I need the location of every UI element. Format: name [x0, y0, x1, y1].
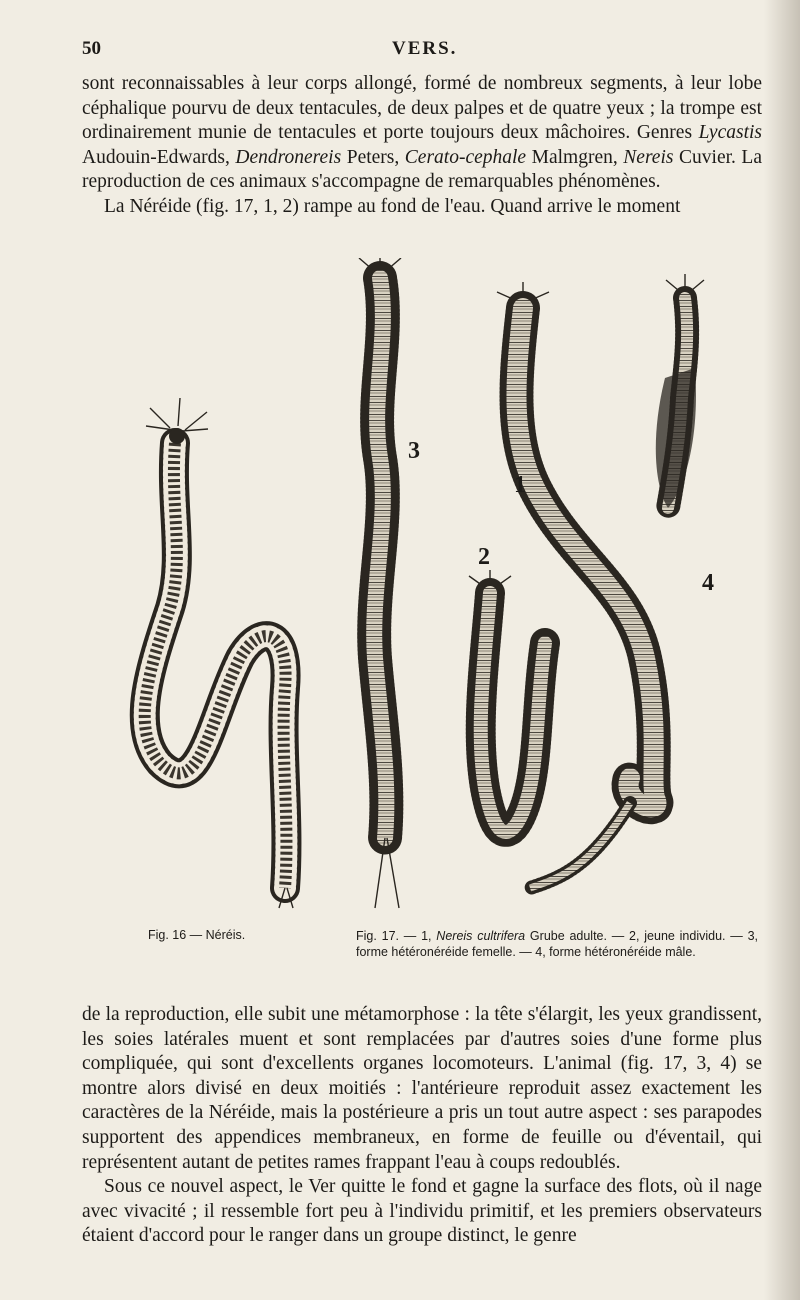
caption-fig17: Fig. 17. — 1, Nereis cultrifera Grube adulte. — 2, jeune individu. — 3, forme hétéronéréide femelle. — 4, forme hétéronéréide mâle. — [356, 929, 759, 959]
caption-fig16: Fig. 16 — Néréis. — [148, 928, 246, 942]
fig16-nereis-worm — [145, 398, 293, 908]
figure-label-1: 1 — [514, 472, 526, 498]
figure-label-3: 3 — [408, 438, 420, 464]
page-number: 50 — [82, 38, 101, 59]
worm-illustrations — [90, 258, 770, 923]
genus-lycastis: Lycastis — [698, 122, 762, 144]
genus-nereis: Nereis — [623, 146, 674, 168]
page-header — [82, 38, 760, 66]
figure-label-4: 4 — [702, 570, 714, 596]
caption-species-name: Nereis cultrifera — [436, 929, 526, 943]
fig17-3-worm — [359, 258, 401, 908]
paragraph-surface-swimming: Sous ce nouvel aspect, le Ver quitte le fond et gagne la surface des flots, où il nage avec vivacité ; il ressemble fort peu à l'individu primitif, et les premiers observateurs étaient d'accord pour le ranger dans un groupe distinct, le genre — [82, 1176, 762, 1247]
figure-label-2: 2 — [478, 544, 490, 570]
paragraph-nereide-intro: La Néréide (fig. 17, 1, 2) rampe au fond de l'eau. Quand arrive le moment — [104, 195, 681, 217]
fig17-2-worm — [469, 570, 545, 832]
top-text-block — [82, 72, 762, 220]
genus-dendronereis: Dendronereis — [235, 146, 342, 168]
engraving-figure — [90, 258, 770, 923]
fig17-4-worm — [656, 274, 704, 508]
paragraph-nereidae-description: sont reconnaissables à leur corps allongé, formé de nombreux segments, à leur lobe céphalique pourvu de deux tentacules, de deux palpes et de quatre yeux ; la trompe est ordinairement munie de tentacules et porte toujours deux mâchoires. Genres Lycastis Audouin-Edwards, Dendronereis Peters, Cerato-cephale Malmgren, Nereis Cuvier. La reproduction de ces animaux s'accompagne de remarquables phénomènes. — [82, 73, 762, 193]
paragraph-metamorphosis: de la reproduction, elle subit une métamorphose : la tête s'élargit, les yeux grandissent, les soies latérales muent et sont remplacées par d'autres soies d'une forme plus compliquée, qui sont d'excellents organes locomoteurs. L'animal (fig. 17, 3, 4) se montre alors divisé en deux moitiés : l'antérieure reproduit assez exactement les caractères de la Néréide, mais la postérieure a pris un tout autre aspect : ses parapodes supportent des appendices membraneux, en forme de feuille ou d'éventail, qui représentent autant de petites rames frappant l'eau à coups redoublés. — [82, 1004, 762, 1173]
bottom-text-block — [82, 1003, 762, 1249]
genus-ceratocephale: Cerato-cephale — [404, 146, 527, 168]
running-head: VERS. — [392, 38, 458, 59]
